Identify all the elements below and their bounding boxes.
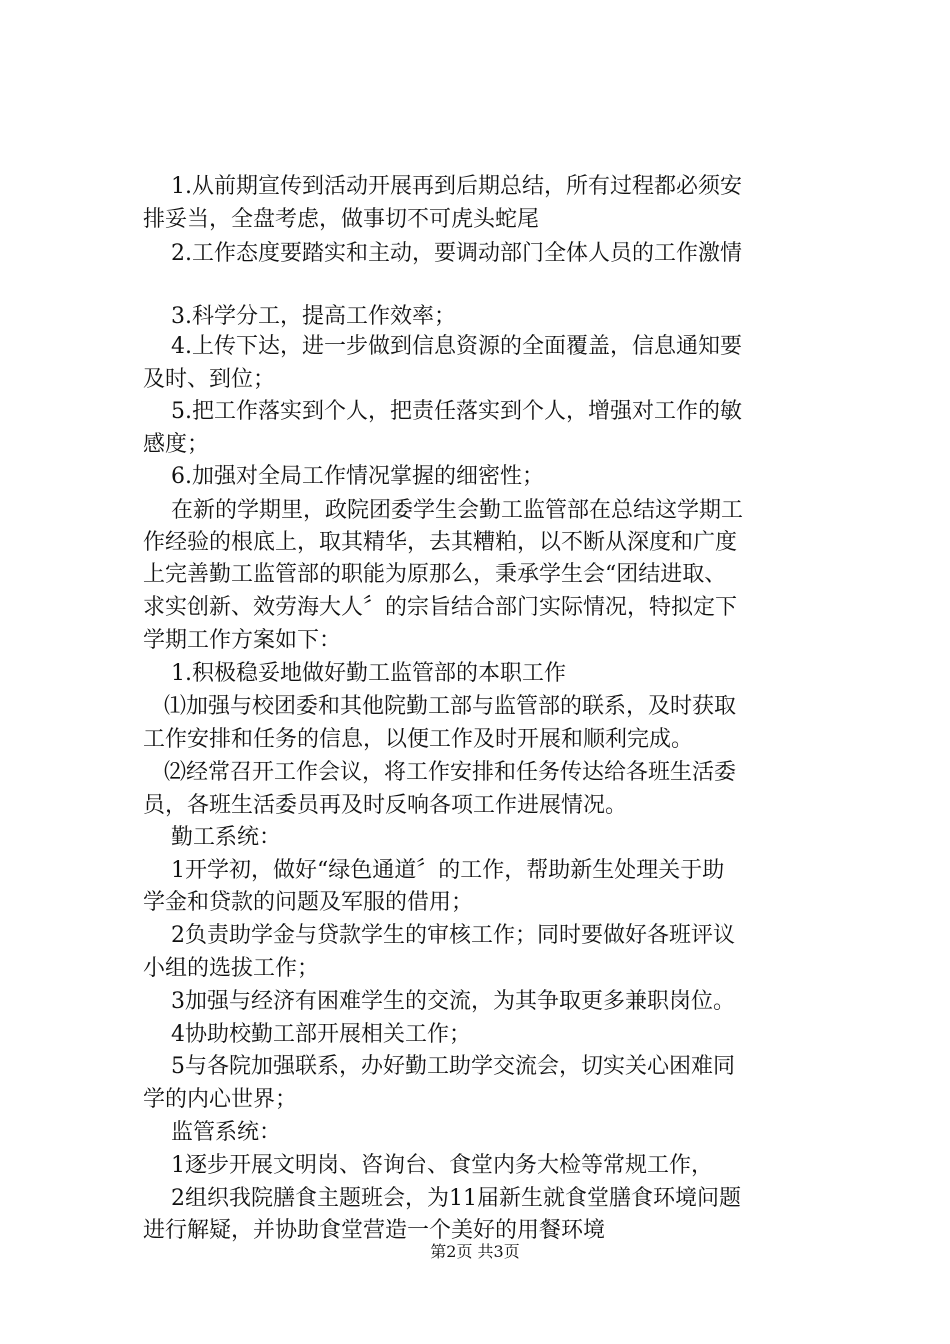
text-line: 感度；	[143, 432, 210, 457]
text-line: 进行解疑，并协助食堂营造一个美好的用餐环境	[143, 1218, 606, 1243]
text-line: 及时、到位；	[143, 367, 276, 392]
text-line: ⑵经常召开工作会议，将工作安排和任务传达给各班生活委	[143, 760, 736, 785]
text-line: 勤工系统：	[143, 825, 281, 850]
text-line: 1.积极稳妥地做好勤工监管部的本职工作	[143, 661, 566, 686]
text-line: 学的内心世界；	[143, 1087, 298, 1112]
text-line: 1开学初，做好“绿色通道〞的工作，帮助新生处理关于助	[143, 858, 725, 883]
text-line: 学金和贷款的问题及军服的借用；	[143, 890, 474, 915]
text-line: 2.工作态度要踏实和主动，要调动部门全体人员的工作激情	[143, 241, 742, 266]
text-line: 5与各院加强联系，办好勤工助学交流会，切实关心困难同	[143, 1054, 735, 1079]
text-line: 1.从前期宣传到活动开展再到后期总结，所有过程都必须安	[143, 174, 742, 199]
text-line: 排妥当，全盘考虑，做事切不可虎头蛇尾	[143, 207, 540, 232]
text-line: 2负责助学金与贷款学生的审核工作；同时要做好各班评议	[143, 923, 735, 948]
text-line: 作经验的根底上，取其精华，去其糟粕，以不断从深度和广度	[143, 530, 738, 555]
page-number-footer: 第2页 共3页	[430, 1242, 520, 1261]
text-line: 4.上传下达，进一步做到信息资源的全面覆盖，信息通知要	[143, 334, 742, 359]
text-line: 求实创新、效劳海大人〞的宗旨结合部门实际情况，特拟定下	[143, 595, 738, 620]
text-line: 在新的学期里，政院团委学生会勤工监管部在总结这学期工	[143, 498, 743, 523]
text-line: 6.加强对全局工作情况掌握的细密性；	[143, 464, 544, 489]
text-line: 工作安排和任务的信息，以便工作及时开展和顺利完成。	[143, 727, 694, 752]
text-line: 2组织我院膳食主题班会，为11届新生就食堂膳食环境问题	[143, 1186, 741, 1211]
text-line: 上完善勤工监管部的职能为原那么，秉承学生会“团结进取、	[143, 562, 727, 587]
text-line: 4协助校勤工部开展相关工作；	[143, 1022, 471, 1047]
text-line: 小组的选拔工作；	[143, 956, 320, 981]
text-line: 5.把工作落实到个人，把责任落实到个人，增强对工作的敏	[143, 399, 742, 424]
text-line: 1逐步开展文明岗、咨询台、食堂内务大检等常规工作，	[143, 1153, 713, 1178]
text-line: 学期工作方案如下：	[143, 628, 342, 653]
text-line: 监管系统：	[143, 1120, 281, 1145]
text-line: 3加强与经济有困难学生的交流，为其争取更多兼职岗位。	[143, 989, 735, 1014]
text-line: ⑴加强与校团委和其他院勤工部与监管部的联系，及时获取	[143, 694, 736, 719]
text-line: 3.科学分工，提高工作效率；	[143, 304, 456, 329]
text-line: 员，各班生活委员再及时反响各项工作进展情况。	[143, 793, 628, 818]
